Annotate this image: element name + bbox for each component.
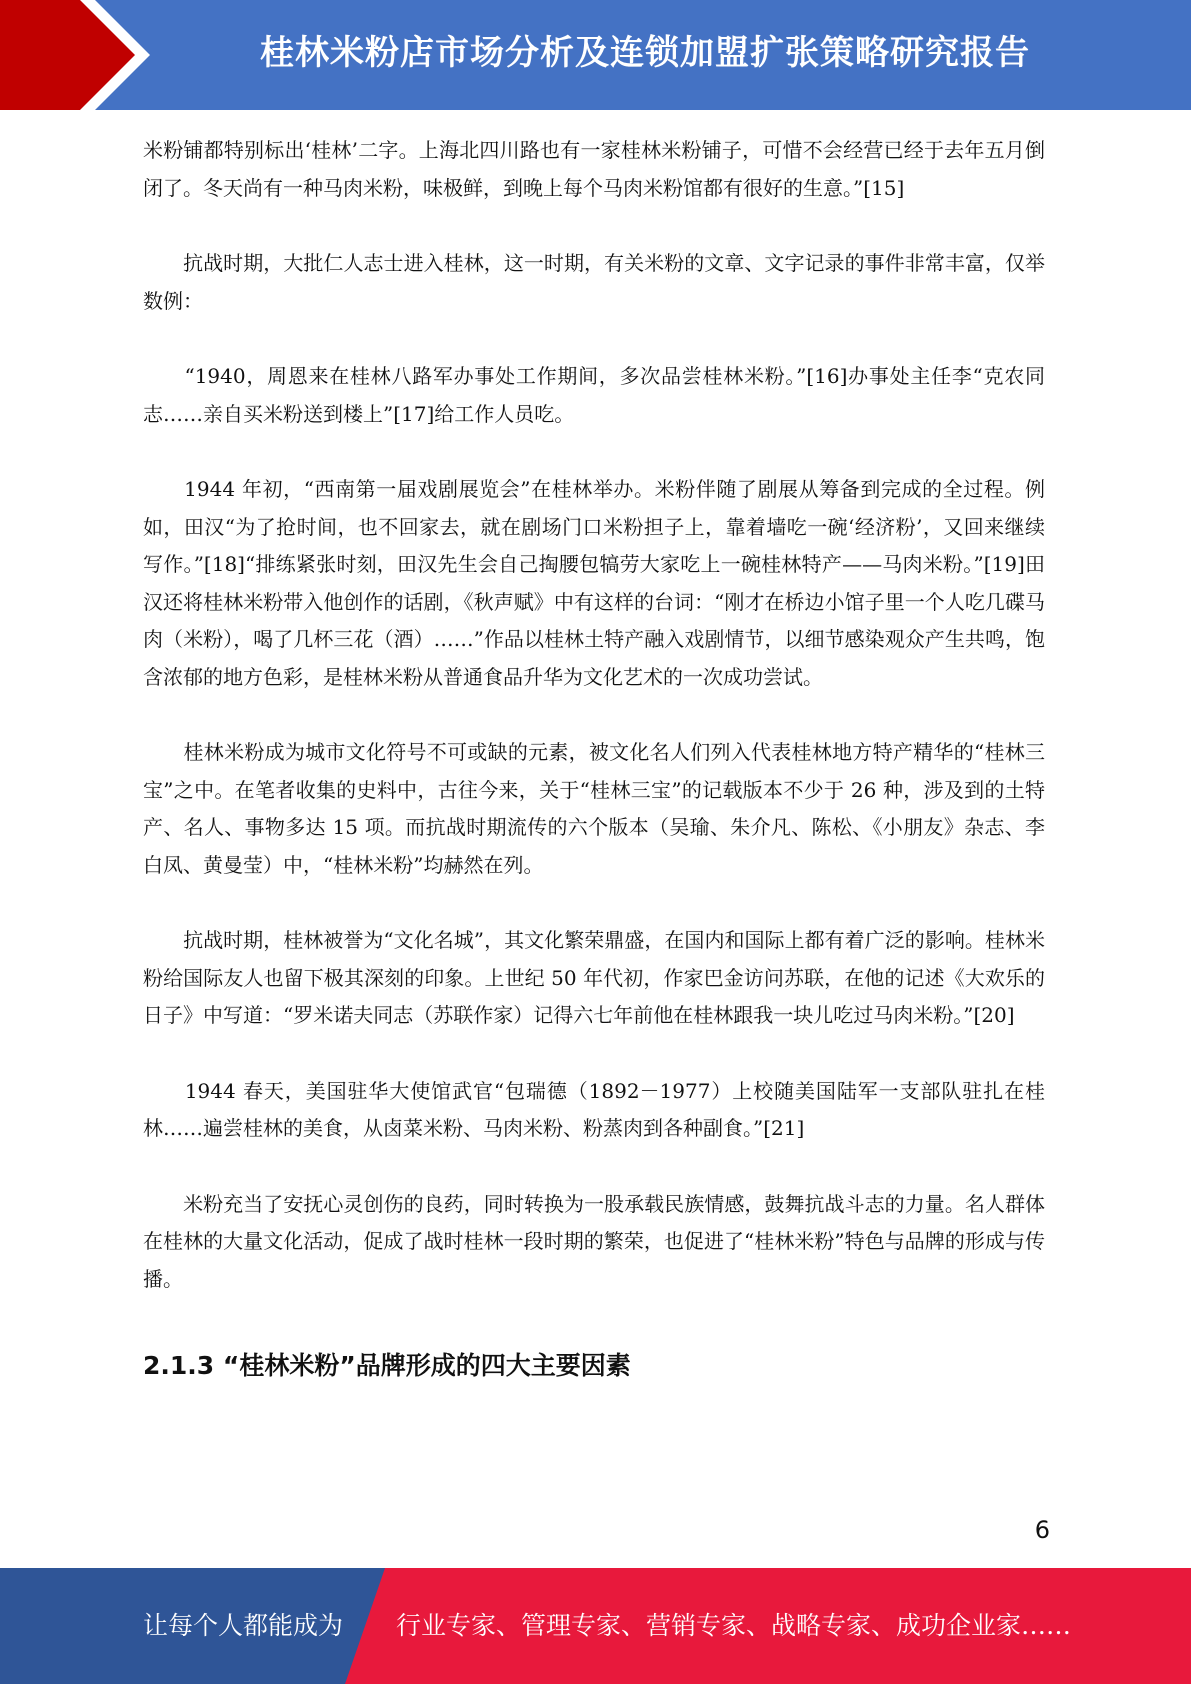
paragraph: 1944 春天，美国驻华大使馆武官“包瑞德（1892－1977）上校随美国陆军一支部队驻扎在桂林……遍尝桂林的美食，从卤菜米粉、马肉米粉、粉蒸肉到各种副食。”[21]: [143, 1078, 1045, 1140]
page-number: 6: [1034, 1516, 1050, 1544]
page-header: [0, 0, 1191, 110]
paragraph: 1944 年初，“西南第一届戏剧展览会”在桂林举办。米粉伴随了剧展从筹备到完成的全过程。例如，田汉“为了抢时间，也不回家去，就在剧场门口米粉担子上，靠着墙吃一碗‘经济粉’，又回来继续写作。”[18]“排练紧张时刻，田汉先生会自己掏腰包犒劳大家吃上一碗桂林特产——马肉米粉。”[19]田汉还将桂林米粉带入他创作的话剧，《秋声赋》中有这样的台词：“刚才在桥边小馆子里一个人吃几碟马肉（米粉），喝了几杯三花（酒）……”作品以桂林土特产融入戏剧情节，以细节感染观众产生共鸣，饱含浓郁的地方色彩，是桂林米粉从普通食品升华为文化艺术的一次成功尝试。: [143, 477, 1045, 689]
document-body: [143, 132, 1045, 1384]
paragraph: 米粉铺都特别标出‘桂林’二字。上海北四川路也有一家桂林米粉铺子，可惜不会经营已经于去年五月倒闭了。冬天尚有一种马肉米粉，味极鲜，到晚上每个马肉米粉馆都有很好的生意。”[15]: [143, 138, 1045, 200]
footer-slogan-left: 让每个人都能成为: [143, 1611, 344, 1640]
paragraph: 米粉充当了安抚心灵创伤的良药，同时转换为一股承载民族情感，鼓舞抗战斗志的力量。名人群体在桂林的大量文化活动，促成了战时桂林一段时期的繁荣，也促进了“桂林米粉”特色与品牌的形成与传播。: [143, 1191, 1045, 1291]
paragraph: “1940，周恩来在桂林八路军办事处工作期间，多次品尝桂林米粉。”[16]办事处主任李“克农同志……亲自买米粉送到楼上”[17]给工作人员吃。: [143, 364, 1045, 426]
section-heading: 2.1.3 “桂林米粉”品牌形成的四大主要因素: [143, 1351, 631, 1380]
report-title: 桂林米粉店市场分析及连锁加盟扩张策略研究报告: [260, 33, 1030, 73]
paragraph: 桂林米粉成为城市文化符号不可或缺的元素，被文化名人们列入代表桂林地方特产精华的“桂林三宝”之中。在笔者收集的史料中，古往今来，关于“桂林三宝”的记载版本不少于 26 种，涉及到的土特产、名人、事物多达 15 项。而抗战时期流传的六个版本（吴瑜、朱介凡、陈松、《小朋友》杂志、李白凤、黄曼莹）中，“桂林米粉”均赫然在列。: [143, 740, 1045, 877]
footer-slogan-right: 行业专家、管理专家、营销专家、战略专家、成功企业家……: [396, 1611, 1072, 1640]
header-chevron-icon: [0, 0, 160, 110]
page-footer: [0, 1568, 1191, 1684]
paragraph: 抗战时期，大批仁人志士进入桂林，这一时期，有关米粉的文章、文字记录的事件非常丰富，仅举数例：: [143, 251, 1045, 313]
paragraph: 抗战时期，桂林被誉为“文化名城”，其文化繁荣鼎盛，在国内和国际上都有着广泛的影响。桂林米粉给国际友人也留下极其深刻的印象。上世纪 50 年代初，作家巴金访问苏联，在他的记述《大欢乐的日子》中写道：“罗米诺夫同志（苏联作家）记得六七年前他在桂林跟我一块儿吃过马肉米粉。”[20]: [143, 928, 1045, 1027]
